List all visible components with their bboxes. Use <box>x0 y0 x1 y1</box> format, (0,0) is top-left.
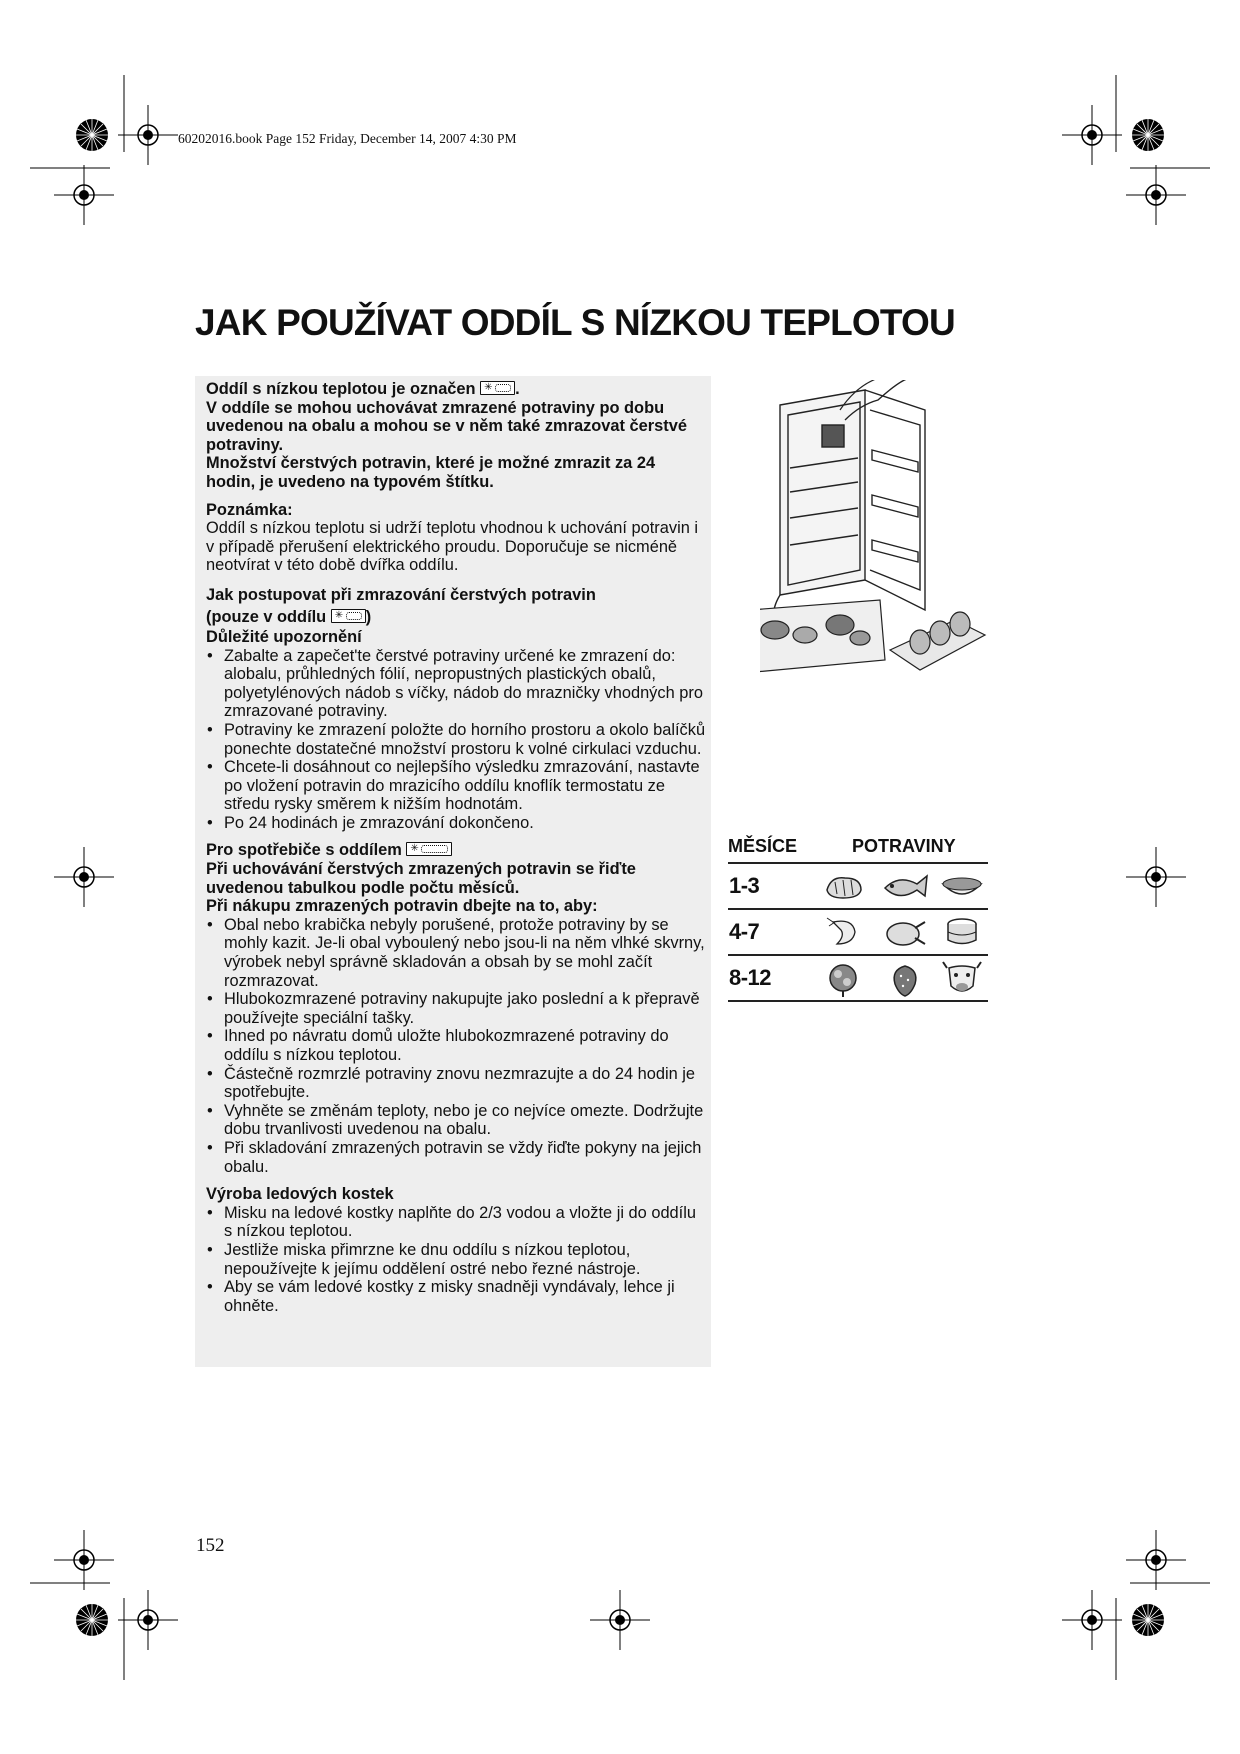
cheese-icon <box>939 914 985 950</box>
months-cell: 8-12 <box>729 965 772 990</box>
list-item: • Při skladování zmrazených potravin se vždy řiďte pokyny na jejich obalu. <box>206 1139 706 1176</box>
note-heading: Poznámka: <box>206 500 293 519</box>
list-item: • Vyhněte se změnám teploty, nebo je co nejvíce omezte. Dodržujte dobu trvanlivosti uvedenou na obalu. <box>206 1102 706 1139</box>
fish-icon <box>881 868 929 904</box>
freezer-compartment-icon: ✳ <box>480 381 515 395</box>
list-item: • Zabalte a zapečet'te čerstvé potraviny určené ke zmrazení do: <box>206 647 706 666</box>
page-title: JAK POUŽÍVAT ODDÍL S NÍZKOU TEPLOTOU <box>195 302 955 343</box>
storage-months-table <box>728 832 988 1002</box>
list-item: • Potraviny ke zmrazení položte do horního prostoru a okolo balíčků ponechte dostatečné množství prostoru k volné cirkulaci vzduchu. <box>206 721 706 758</box>
intro-line: Oddíl s nízkou teplotou je označen ✳ . <box>206 380 520 398</box>
table-row <box>728 954 988 1002</box>
freezing-subheading: (pouze v oddílu ✳ ) <box>206 607 372 626</box>
ice-heading: Výroba ledových kostek <box>206 1185 394 1204</box>
strawberry-icon <box>881 960 929 998</box>
page-number: 152 <box>196 1535 225 1556</box>
table-header <box>728 832 988 862</box>
list-item: • Po 24 hodinách je zmrazování dokončeno. <box>206 814 706 833</box>
storage-table-note: Při uchovávání čerstvých zmrazených potravin se řiďte uvedenou tabulkou podle počtu měsíců. <box>206 860 636 897</box>
soup-bowl-icon <box>939 868 985 904</box>
list-item: • Jestliže miska přimrzne ke dnu oddílu s nízkou teplotou, nepoužívejte k jejímu oddělení ostré nebo řezné nástroje. <box>206 1241 706 1278</box>
list-item: • Hlubokozmrazené potraviny nakupujte jako poslední a k přepravě používejte speciální tašky. <box>206 990 706 1027</box>
print-header: 60202016.book Page 152 Friday, December 14, 2007 4:30 PM <box>178 131 517 146</box>
foods-column-header: POTRAVINY <box>852 836 956 856</box>
freezer-compartment-icon: ✳ <box>331 609 366 623</box>
freezing-heading: Jak postupovat při zmrazování čerstvých potravin <box>206 585 596 604</box>
list-item: • Ihned po návratu domů uložte hlubokozmrazené potraviny do oddílu s nízkou teplotou. <box>206 1027 706 1064</box>
intro-body: V oddíle se mohou uchovávat zmrazené potraviny po dobu uvedenou na obalu a mohou se v něm také zmrazovat čerstvé potraviny. <box>206 398 687 454</box>
list-item: • Aby se vám ledové kostky z misky snadněji vyndávaly, lehce ji ohněte. <box>206 1278 706 1315</box>
main-text <box>206 380 706 1315</box>
bread-icon <box>823 868 865 904</box>
months-column-header: MĚSÍCE <box>728 836 798 856</box>
list-item: • Chcete-li dosáhnout co nejlepšího výsledku zmrazování, nastavte po vložení potravin do mrazicího oddílu knoflík termostatu ze středu rysky směrem k nižším hodnotám. <box>206 758 706 814</box>
intro-capacity: Množství čerstvých potravin, které je možné zmrazit za 24 hodin, je uvedeno na typovém štítku. <box>206 454 656 491</box>
months-cell: 4-7 <box>729 919 760 944</box>
table-row <box>728 862 988 908</box>
months-cell: 1-3 <box>729 873 760 898</box>
buying-heading: Při nákupu zmrazených potravin dbejte na to, aby: <box>206 897 598 916</box>
list-item: • Obal nebo krabička nebyly porušené, protože potraviny by se mohly kazit. Je-li obal vyboulený nebo jsou-li na něm vlhké skvrny, výrobek nebyl správně skladován a obsah by se mohl začít rozmrazovat. <box>206 916 706 990</box>
storage-heading: Pro spotřebiče s oddílem ✳ <box>206 841 706 860</box>
list-item: • Misku na ledové kostky naplňte do 2/3 vodou a vložte ji do oddílu s nízkou teplotou. <box>206 1204 706 1241</box>
poultry-icon <box>881 914 929 950</box>
table-row <box>728 908 988 954</box>
freezer-compartment-icon: ✳ <box>406 842 452 856</box>
warning-heading: Důležité upozornění <box>206 627 362 646</box>
list-item: • Částečně rozmrzlé potraviny znovu nezmrazujte a do 24 hodin je spotřebujte. <box>206 1065 706 1102</box>
note-text: Oddíl s nízkou teplotu si udrží teplotu vhodnou k uchování potravin i v případě přerušení elektrického proudu. Doporučuje se nicméně neotvírat v této době dvířka oddílu. <box>206 519 699 575</box>
wrap-materials: alobalu, průhledných fólií, nepropustných plastických obalů, polyetylénových nádob s víčky, nádob do mrazničky vhodných pro zmrazované potraviny. <box>224 665 703 721</box>
shrimp-icon <box>823 914 865 950</box>
fridge-illustration <box>760 380 1000 680</box>
cow-icon <box>939 960 985 998</box>
vegetables-icon <box>823 960 865 998</box>
